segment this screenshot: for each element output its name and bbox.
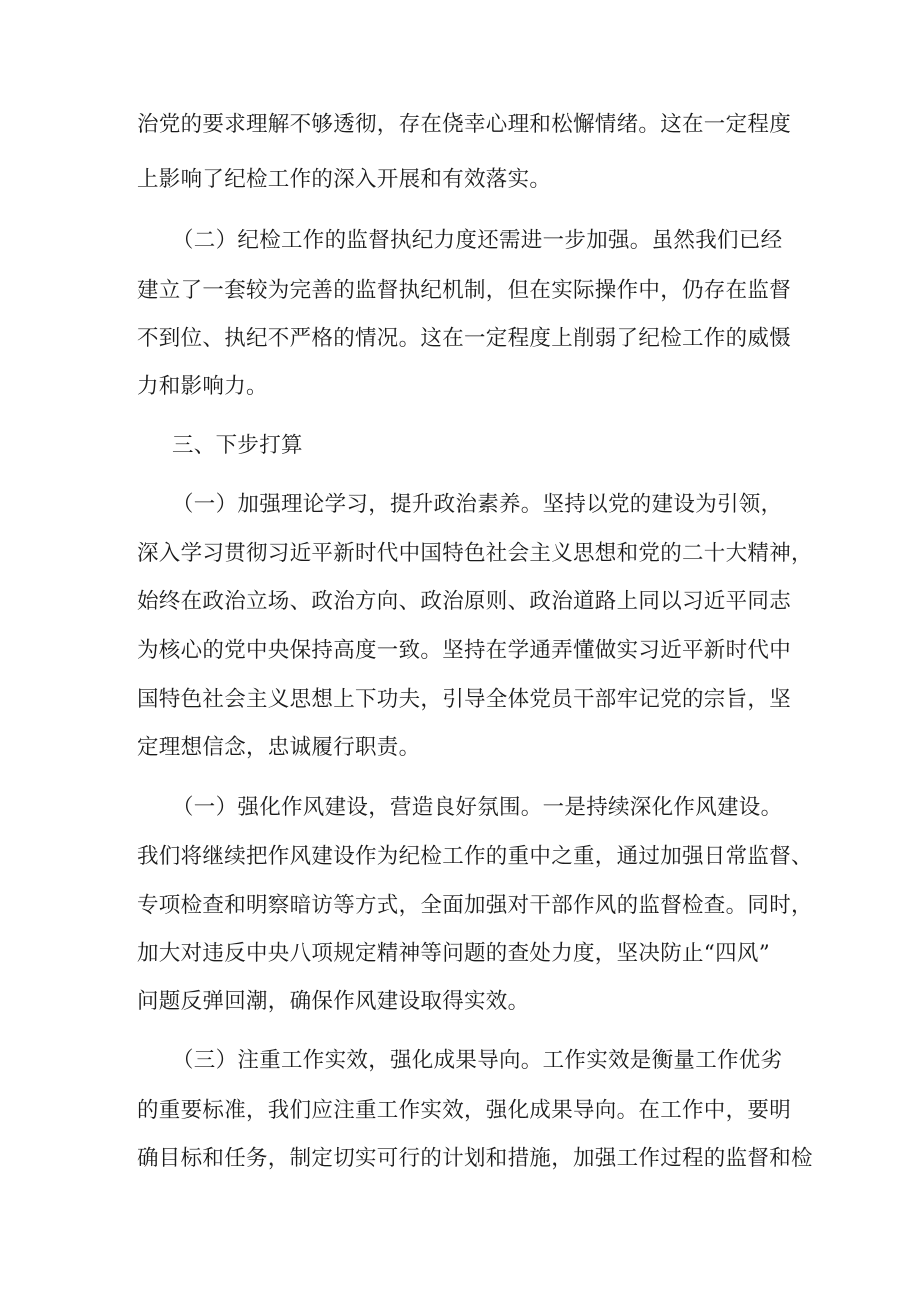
- section-heading: 三、下步打算: [172, 433, 303, 458]
- text-line: 始终在政治立场、政治方向、政治原则、政治道路上同以习近平同志: [137, 589, 792, 614]
- text-line: 问题反弹回潮，确保作风建设取得实效。: [137, 989, 530, 1014]
- text-line: （一）强化作风建设，营造良好氛围。一是持续深化作风建设。: [172, 795, 783, 820]
- text-line: 不到位、执纪不严格的情况。这在一定程度上削弱了纪检工作的威慑: [137, 326, 792, 351]
- text-line: 专项检查和明察暗访等方式，全面加强对干部作风的监督检查。同时，: [137, 893, 813, 918]
- text-line: 国特色社会主义思想上下功夫，引导全体党员干部牢记党的宗旨，坚: [137, 687, 792, 712]
- text-line: 上影响了纪检工作的深入开展和有效落实。: [137, 167, 552, 192]
- text-line: （三）注重工作实效，强化成果导向。工作实效是衡量工作优劣: [172, 1048, 783, 1073]
- text-line: 力和影响力。: [137, 374, 268, 399]
- text-line: （二）纪检工作的监督执纪力度还需进一步加强。虽然我们已经: [172, 228, 783, 253]
- text-line: 建立了一套较为完善的监督执纪机制，但在实际操作中，仍存在监督: [137, 278, 792, 303]
- text-line: 的重要标准，我们应注重工作实效，强化成果导向。在工作中，要明: [137, 1098, 792, 1123]
- text-line: 加大对违反中央八项规定精神等问题的查处力度，坚决防止“四风”: [137, 941, 770, 966]
- text-line: 我们将继续把作风建设作为纪检工作的重中之重，通过加强日常监督、: [137, 844, 813, 869]
- text-line: 为核心的党中央保持高度一致。坚持在学通弄懂做实习近平新时代中: [137, 638, 792, 663]
- text-line: 定理想信念，忠诚履行职责。: [137, 735, 421, 760]
- text-line: 确目标和任务，制定切实可行的计划和措施，加强工作过程的监督和检: [137, 1146, 813, 1171]
- text-line: 深入学习贯彻习近平新时代中国特色社会主义思想和党的二十大精神，: [137, 541, 813, 566]
- text-line: 治党的要求理解不够透彻，存在侥幸心理和松懈情绪。这在一定程度: [137, 112, 792, 137]
- text-line: （一）加强理论学习，提升政治素养。坚持以党的建设为引领，: [172, 492, 783, 517]
